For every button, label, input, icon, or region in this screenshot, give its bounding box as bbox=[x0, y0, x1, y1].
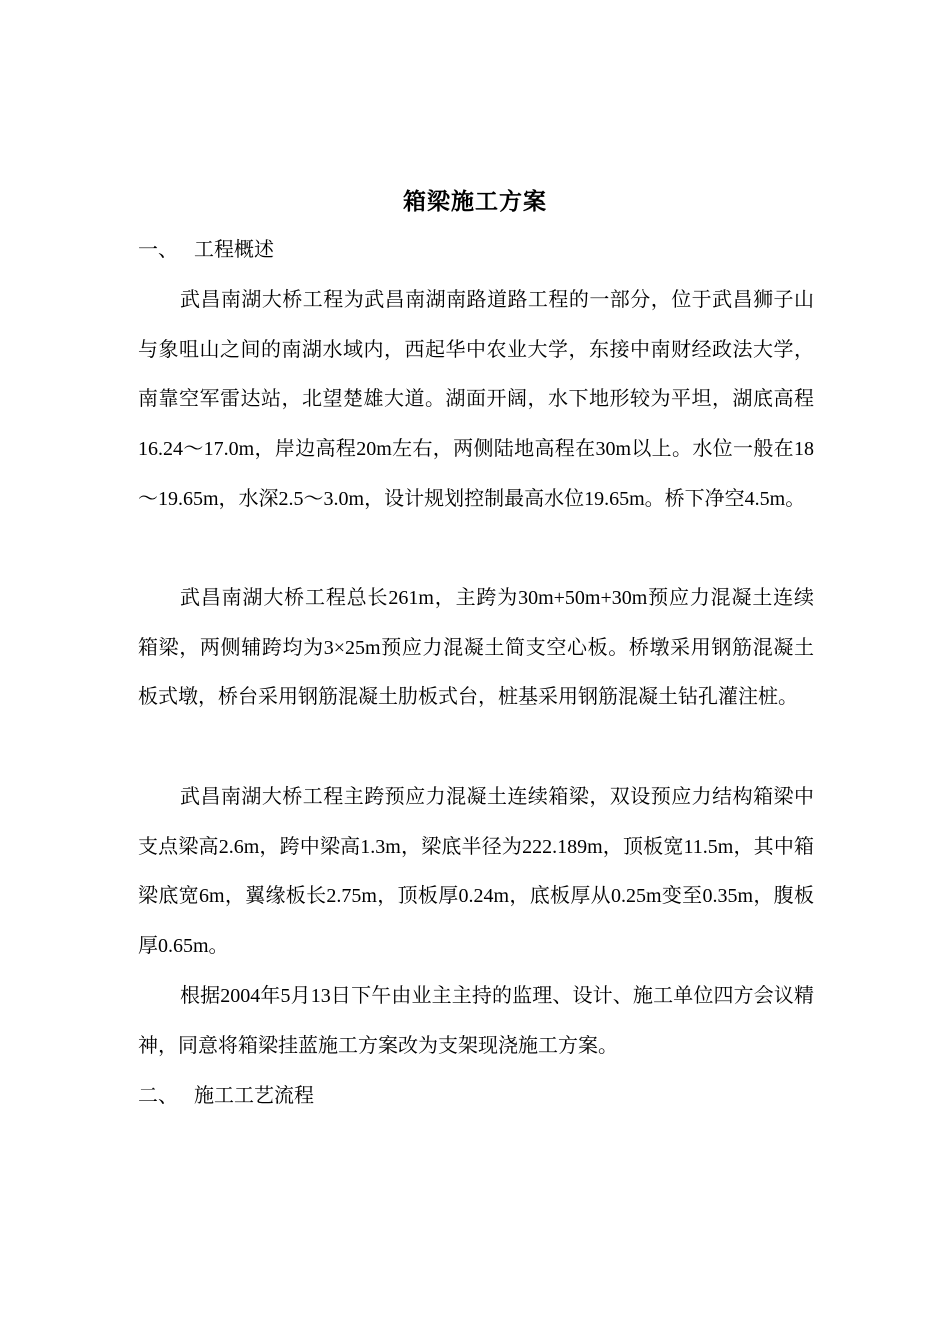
paragraph-overview: 武昌南湖大桥工程为武昌南湖南路道路工程的一部分，位于武昌狮子山与象咀山之间的南湖水域内，西起华中农业大学，东接中南财经政法大学，南靠空军雷达站，北望楚雄大道。湖面开阔，水下地形较为平坦，湖底高程16.24～17.0m，岸边高程20m左右，两侧陆地高程在30m以上。水位一般在18～19.65m，水深2.5～3.0m，设计规划控制最高水位19.65m。桥下净空4.5m。 bbox=[138, 289, 814, 510]
paragraph-meeting: 根据2004年5月13日下午由业主主持的监理、设计、施工单位四方会议精神，同意将箱梁挂蓝施工方案改为支架现浇施工方案。 bbox=[138, 985, 814, 1057]
document-title: 箱梁施工方案 bbox=[403, 189, 547, 214]
paragraph-box-girder: 武昌南湖大桥工程主跨预应力混凝土连续箱梁，双设预应力结构箱梁中支点梁高2.6m，跨中梁高1.3m，梁底半径为222.189m，顶板宽11.5m，其中箱梁底宽6m，翼缘板长2.75m，顶板厚0.24m，底板厚从0.25m变至0.35m，腹板厚0.65m。 bbox=[138, 786, 814, 958]
section-title: 工程概述 bbox=[194, 239, 274, 261]
paragraph-bridge-length: 武昌南湖大桥工程总长261m，主跨为30m+50m+30m预应力混凝土连续箱梁，两侧辅跨均为3×25m预应力混凝土简支空心板。桥墩采用钢筋混凝土板式墩，桥台采用钢筋混凝土肋板式台，桩基采用钢筋混凝土钻孔灌注桩。 bbox=[138, 587, 814, 709]
section-title: 施工工艺流程 bbox=[194, 1085, 314, 1107]
section-number: 二、 bbox=[138, 1085, 178, 1107]
section-heading-2 bbox=[138, 1081, 314, 1111]
section-heading-1 bbox=[138, 235, 274, 265]
section-number: 一、 bbox=[138, 239, 178, 261]
